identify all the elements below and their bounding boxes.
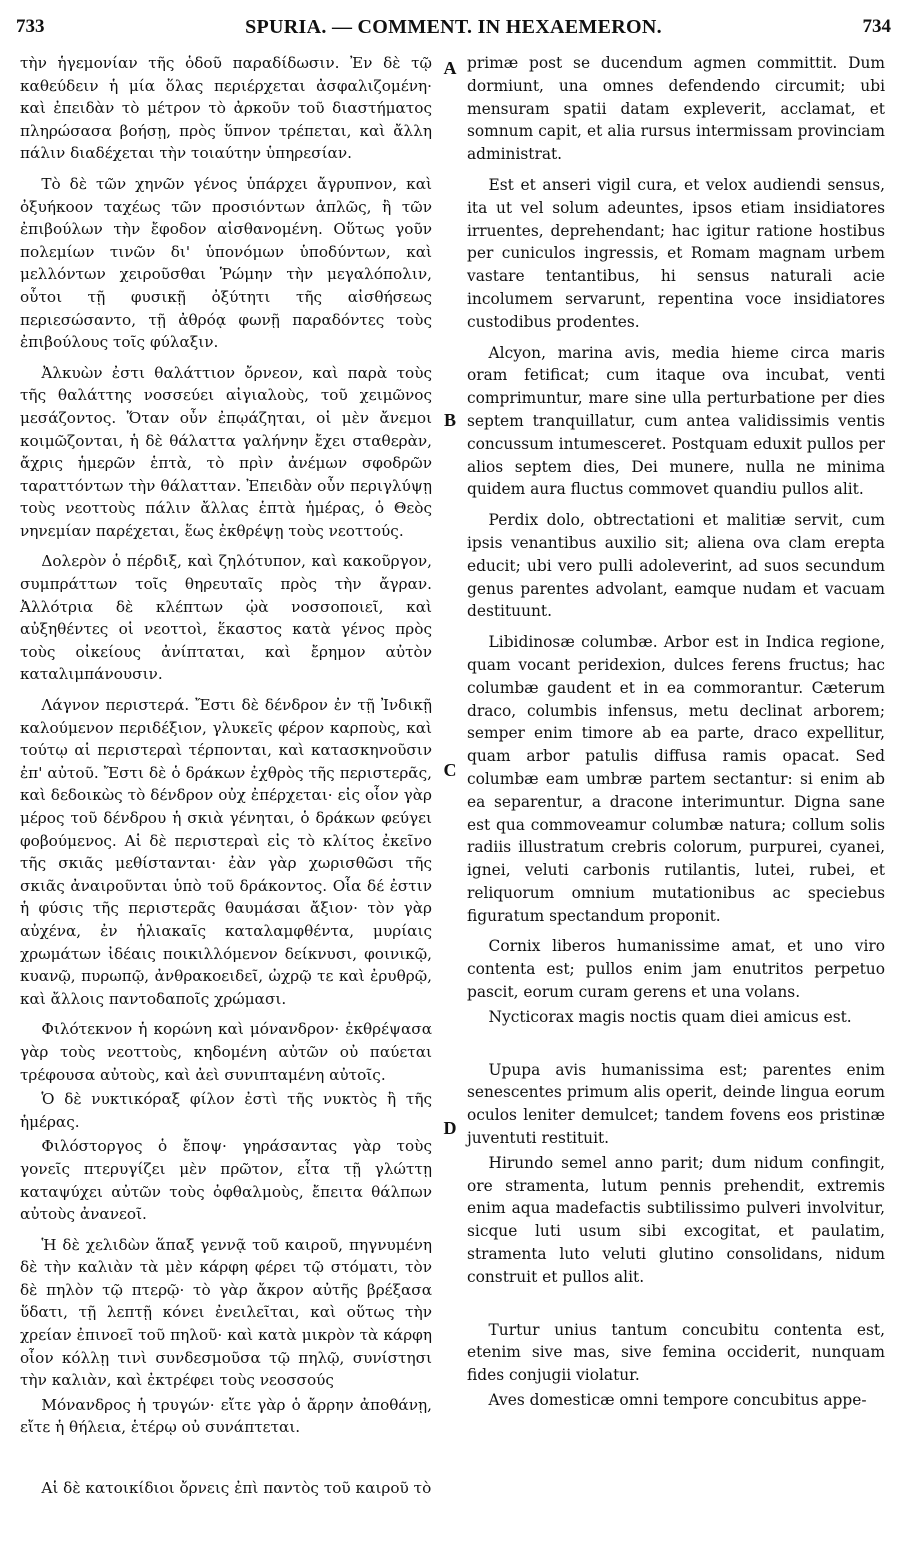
greek-paragraph: Φιλόστοργος ὁ ἔποψ· γηράσαντας γὰρ τοὺς γονεῖς πτερυγίζει μὲν πρῶτον, εἶτα τῇ γλώττῃ καταψύχει αὐτῶν τοὺς ὀφθαλμοὺς, ἔπειτα θάλπων αὐτοὺς ἀνανεοῖ. [20,1137,432,1224]
greek-paragraph: Μόνανδρος ἡ τρυγών· εἴτε γὰρ ὁ ἄρρην ἀποθάνῃ, εἴτε ἡ θήλεια, ἑτέρῳ οὐ συνάπτεται. [20,1395,432,1437]
latin-column [467,52,885,1537]
latin-paragraph: Alcyon, marina avis, media hieme circa maris oram fetificat; cum itaque ova incubat, venti comprimuntur, mare sine ulla perturbatione per dies septem tranquillatur, cum antea validissimis ventis concussum intumesceret. Postquam eduxit pullos per alios septem dies, Dei munere, nulla ne minima quidem aura fluctus commovet quandiu pullos alit. [467,343,885,499]
running-header [16,14,891,40]
greek-paragraph: Αἱ δὲ κατοικίδιοι ὄρνεις ἐπὶ παντὸς τοῦ καιροῦ τὸ [41,1479,432,1498]
margin-marker-b: B [443,410,456,430]
margin-marker-d: D [443,1118,457,1138]
greek-paragraph: τὴν ἡγεμονίαν τῆς ὁδοῦ παραδίδωσιν. Ἐν δὲ τῷ καθεύδειν ἡ μία ὅλας περιέρχεται ἀσφαλιζομένη· καὶ ἐπειδὰν τὸ μέτρον τὸ ἀρκοῦν τοῦ διαστήματος πληρώσασα βοήσῃ, πρὸς ὕπνον τρέπεται, καὶ ἄλλη πάλιν διαδέχεται τὴν τοιαύτην ὑπηρεσίαν. [20,54,432,163]
greek-paragraph: Ἀλκυὼν ἐστι θαλάττιον ὄρνεον, καὶ παρὰ τοὺς τῆς θαλάττης νοσσεύει αἰγιαλοὺς, τοῦ χειμῶνος μεσάζοντος. Ὅταν οὖν ἐπῳάζηται, οἱ μὲν ἄνεμοι κοιμῶζονται, ἡ δὲ θάλαττα γαλήνην ἔχει σταθερὰν, ἄχρις ἡμερῶν ἑπτὰ, τὸ πρὶν ἀνέμων σφοδρῶν ταραττόντων τὴν θάλατταν. Ἐπειδὰν οὖν περιγλύψῃ τοὺς νεοττοὺς πάλιν ἄλλας ἑπτὰ ἡμέρας, ὁ Θεὸς νηνεμίαν παρέχεται, ἕως ἐκθρέψῃ τοὺς νεοττούς. [20,363,432,540]
margin-marker-a: A [443,58,457,78]
latin-paragraph: Cornix liberos humanissime amat, et uno viro contenta est; pullos enim jam enutritos perpetuo pascit, eorum curam gerens et una volans. [467,937,885,1002]
latin-paragraph: Upupa avis humanissima est; parentes enim senescentes primum alis operit, deinde lingua eorum oculos leniter demulcet; tandem fovens eos pristinæ juventuti restituit. [467,1060,885,1148]
latin-paragraph: Hirundo semel anno parit; dum nidum confingit, ore stramenta, lutum pennis prehendit, extremis enim aqua madefactis subtilissimo pulveri involvitur, sicque luti usum sibi excogitat, et paulatim, stramenta luto veluti glutino consolidans, nidum construit et pullos alit. [467,1153,885,1286]
latin-paragraph: primæ post se ducendum agmen committit. Dum dormiunt, una omnes defendendo circumit; ubi mensuram spatii datam expleverit, acclamat, et somnum capit, et alia rursus intermissam provinciam administrat. [467,54,885,164]
greek-paragraph: Λάγνον περιστερά. Ἔστι δὲ δένδρον ἐν τῇ Ἰνδικῇ καλούμενον περιδέξιον, γλυκεῖς φέρον καρποὺς, καὶ τούτῳ αἱ περιστεραὶ τέρπονται, καὶ κατασκηνοῦσιν ἐπ' αὐτοῦ. Ἔστι δὲ ὁ δράκων ἐχθρὸς τῆς περιστερᾶς, καὶ δεδοικὼς τὸ δένδρον οὐχ ἐπέρχεται· εἰς οἷον γὰρ μέρος τοῦ δένδρου ἡ σκιὰ γένηται, ὁ δράκων φεύγει φοβούμενος. Αἱ δὲ περιστεραὶ εἰς τὸ κλίτος ἐκεῖνο τῆς σκιᾶς μεθίστανται· ἐὰν γὰρ χωρισθῶσι τῆς σκιᾶς ἀναιροῦνται ὑπὸ τοῦ δράκοντος. Οἷα δέ ἐστιν ἡ φύσις τῆς περιστερᾶς θαυμάσαι ἄξιον· τὸν γὰρ αὐχένα, ἐν ἡλιακαῖς καταλαμφθέντα, μυρίαις χρωμάτων ἰδέαις ποικιλλόμενον δείκνυσι, φοινικῷ, κυανῷ, πυρωπῷ, ἀνθρακοειδεῖ, ὠχρῷ τε καὶ ἐρυθρῷ, καὶ ἄλλοις παντοδαποῖς χρώμασι. [20,696,432,1008]
greek-paragraph: Δολερὸν ὁ πέρδιξ, καὶ ζηλότυπον, καὶ κακοῦργον, συμπράττων τοῖς θηρευταῖς πρὸς τὴν ἄγραν. Ἀλλότρια δὲ κλέπτων ᾠὰ νοσσοποιεῖ, καὶ αὐξηθέντες οἱ νεοττοὶ, ἕκαστος κατὰ γένος πρὸς τοὺς οἰκείους ἀνίπταται, καὶ ἔρημον αὐτὸν καταλιμπάνουσιν. [20,552,432,684]
greek-paragraph: Ἡ δὲ χελιδὼν ἅπαξ γεννᾷ τοῦ καιροῦ, πηγνυμένη δὲ τὴν καλιὰν τὰ μὲν κάρφη φέρει τῷ στόματι, τὸν δὲ πηλὸν τῷ πτερῷ· τὸ γὰρ ἄκρον αὐτῆς βρέξασα ὕδατι, τῇ λεπτῇ κόνει ἐνειλεῖται, καὶ οὕτως τὴν χρείαν ἐπινοεῖ τοῦ πηλοῦ· καὶ κατὰ μικρὸν τὰ κάρφη οἷον κόλλῃ τινὶ συνδεσμοῦσα τῷ πηλῷ, συνίστησι τὴν καλιὰν, καὶ ἐκτρέφει τοὺς νεοσσούς [20,1235,432,1390]
latin-paragraph: Est et anseri vigil cura, et velox audiendi sensus, ita ut vel solum adeuntes, ipsos etiam insidiatores irruentes, deprehendant; hac igitur ratione hostibus per cuniculos ingressis, et Romam magnam urbem vastare tentantibus, hi sensus naturali acie incolumem servarunt, repentina voce insidiatores custodibus prodentes. [467,175,885,331]
latin-paragraph: Perdix dolo, obtrectationi et malitiæ servit, cum ipsis venantibus auxilio sit; aliena ova clam erepta educit; ubi vero pulli adoleverint, ad suos secundum genus parentes advolant, eamque nudam et vacuam destituunt. [467,511,885,621]
latin-paragraph: Aves domesticæ omni tempore concubitus appe- [488,1391,867,1410]
margin-marker-c: C [443,760,457,780]
latin-paragraph: Turtur unius tantum concubitu contenta est, etenim sive mas, sive femina occiderit, nunquam fides conjugii violatur. [467,1320,885,1385]
left-page-number: 733 [16,16,45,37]
greek-paragraph: Ὁ δὲ νυκτικόραξ φίλον ἐστὶ τῆς νυκτὸς ἢ τῆς ἡμέρας. [20,1090,432,1131]
latin-paragraph: Nycticorax magis noctis quam diei amicus est. [488,1007,852,1026]
running-title: SPURIA. — COMMENT. IN HEXAEMERON. [245,15,662,38]
latin-paragraph: Libidinosæ columbæ. Arbor est in Indica regione, quam vocant peridexion, dulces ferens fructus; hac columbæ gaudent et in ea commorantur. Cæterum draco, columbis infensus, metu declinat arborem; semper enim timore ab ea parte, draco expellitur, quam arbor patulis diffusa ramis opacat. Sed columbæ eam umbræ partem sectantur: si enim ab ea separentur, a dracone interimuntur. Digna sane est qua commoveamur columbæ natura; collum solis radiis illustratum crebris colorum, purpurei, cyanei, ignei, veluti carbonis rutilantis, lutei, rubei, et reliquorum omnium mutationibus ac speciebus figuratum spectandum proponit. [467,633,885,925]
greek-paragraph: Φιλότεκνον ἡ κορώνη καὶ μόνανδρον· ἐκθρέψασα γὰρ τοὺς νεοττοὺς, κηδομένη αὐτῶν οὐ παύεται τρέφουσα αὐτοὺς, καὶ ἀεὶ συνιπταμένη αὐτοῖς. [20,1020,432,1084]
greek-column [20,52,432,1537]
greek-paragraph: Τὸ δὲ τῶν χηνῶν γένος ὑπάρχει ἄγρυπνον, καὶ ὀξυήκοον ταχέως τῶν προσιόντων ἁπλῶς, ἢ τῶν ἐπιβούλων τὴν ἔφοδον αἰσθανομένη. Οὕτως γοῦν πολεμίων τινῶν δι' ὑπονόμων ὑποδύντων, καὶ μελλόντων χειροῦσθαι Ῥώμην τὴν μεγαλόπολιν, οὗτοι τῇ φυσικῇ ὀξύτητι τῆς αἰσθήσεως περιεσώσαντο, τῇ ἀθρόᾳ φωνῇ παραδόντες τοὺς ἐπιβούλους τοῖς φύλαξιν. [20,174,432,352]
right-page-number: 734 [862,16,891,37]
